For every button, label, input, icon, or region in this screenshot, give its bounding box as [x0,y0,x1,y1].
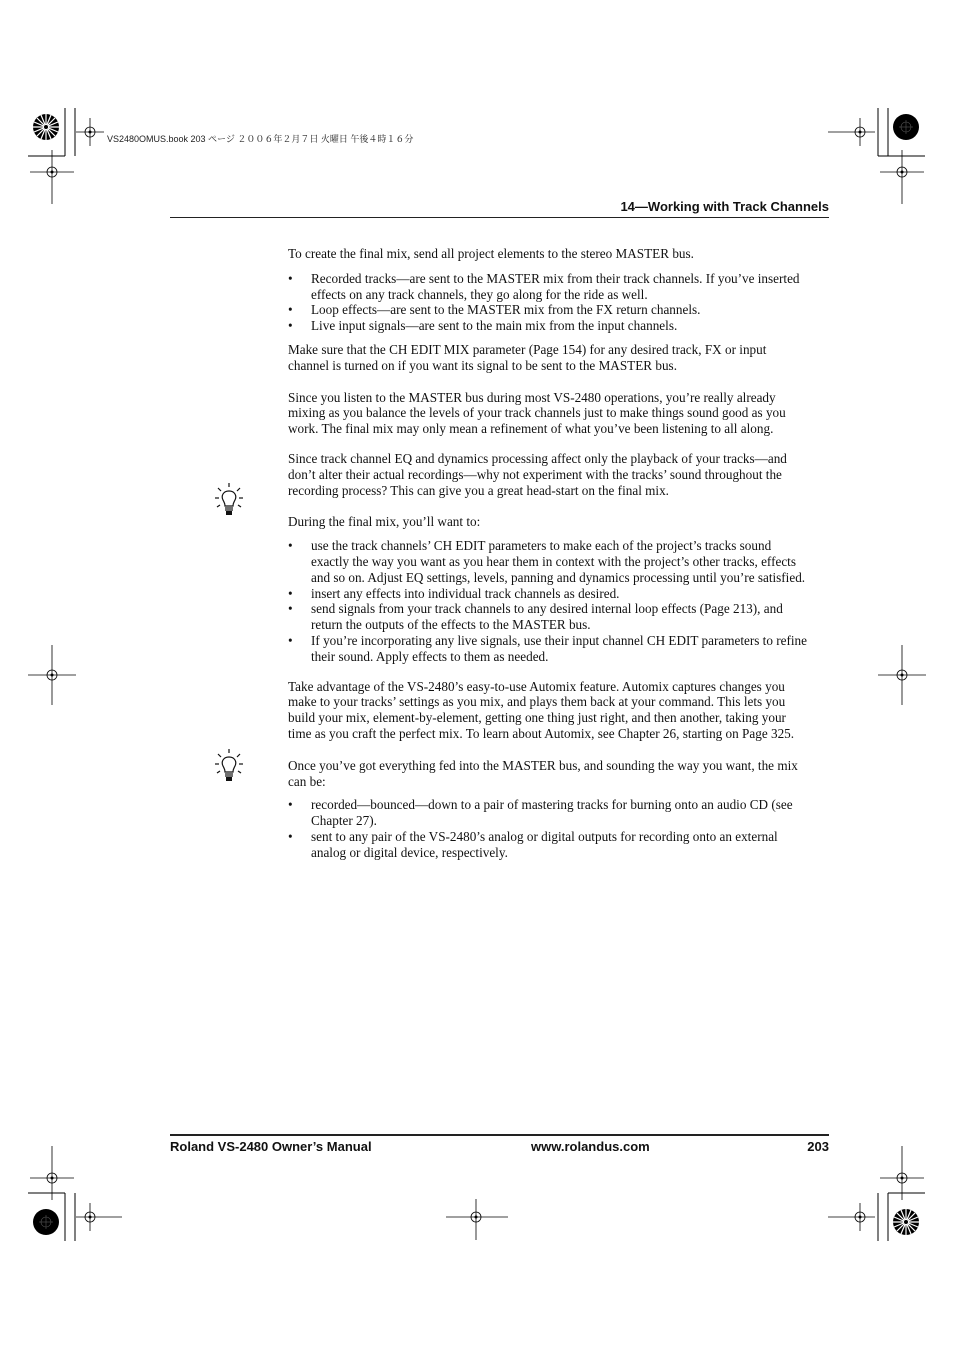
file-label: VS2480OMUS.book 203 ページ ２００６年２月７日 火曜日 午後４時１６分 [107,134,414,144]
list-item: • Live input signals—are sent to the main mix from the input channels. [288,318,808,334]
list-item: • recorded—bounced—down to a pair of mastering tracks for burning onto an audio CD (see Chapter 27). [288,797,808,829]
lightbulb-icon [214,748,244,786]
ch-edit-paragraph: Make sure that the CH EDIT MIX parameter (Page 154) for any desired track, FX or input channel is turned on if you want its signal to be sent to the MASTER bus. [288,341,767,373]
tip-paragraph: Since track channel EQ and dynamics processing affect only the playback of your tracks—and don’t alter their actual recordings—why not experiment with the tracks’ sound throughout the recording process? This can give you a great head-start on the final mix. [288,450,787,498]
footer-website: www.rolandus.com [531,1139,650,1154]
mix-sources-list [288,271,808,334]
final-mix-tasks-list [288,538,808,664]
list-item: • insert any effects into individual track channels as desired. [288,586,808,602]
list-item: • If you’re incorporating any live signals, use their input channel CH EDIT parameters to refine their sound. Apply effects to them as needed. [288,633,808,665]
footer-manual-title: Roland VS-2480 Owner’s Manual [170,1139,372,1154]
running-head: 14—Working with Track Channels [620,199,829,214]
list-item: • send signals from your track channels to any desired internal loop effects (Page 213), and return the outputs of the effects to the MASTER bus. [288,601,808,633]
list-item: • Loop effects—are sent to the MASTER mix from the FX return channels. [288,302,808,318]
mix-destinations-list [288,797,808,860]
body-text [288,246,808,861]
footer-rule [170,1134,829,1136]
during-paragraph: During the final mix, you’ll want to: [288,514,481,530]
once-paragraph: Once you’ve got everything fed into the MASTER bus, and sounding the way you want, the mix can be: [288,757,798,789]
list-item: • sent to any pair of the VS-2480’s analog or digital outputs for recording onto an external analog or digital device, respectively. [288,829,808,861]
header-rule [170,217,829,218]
lightbulb-icon [214,482,244,520]
page-number: 203 [807,1139,829,1154]
listen-paragraph: Since you listen to the MASTER bus during most VS-2480 operations, you’re really already mixing as you balance the levels of your track channels just to make things sound good as you work. The final mix may only mean a refinement of what you’ve been listening to all along. [288,389,786,437]
list-item: • use the track channels’ CH EDIT parameters to make each of the project’s tracks sound exactly the way you want as you hear them in context with the project’s other tracks, effects and so on. Adjust EQ settings, levels, panning and dynamics processing until you’re satisfied. [288,538,808,585]
intro-paragraph: To create the final mix, send all project elements to the stereo MASTER bus. [288,246,694,261]
tip-paragraph: Take advantage of the VS-2480’s easy-to-use Automix feature. Automix captures changes you make to your tracks’ settings as you mix, and plays them back at your command. This lets you build your mix, element-by-element, getting one thing just right, and then another, taking your time as you craft the perfect mix. To learn about Automix, see Chapter 26, starting on Page 325. [288,678,795,741]
list-item: • Recorded tracks—are sent to the MASTER mix from their track channels. If you’ve inserted effects on any track channels, they go along for the ride as well. [288,271,808,303]
